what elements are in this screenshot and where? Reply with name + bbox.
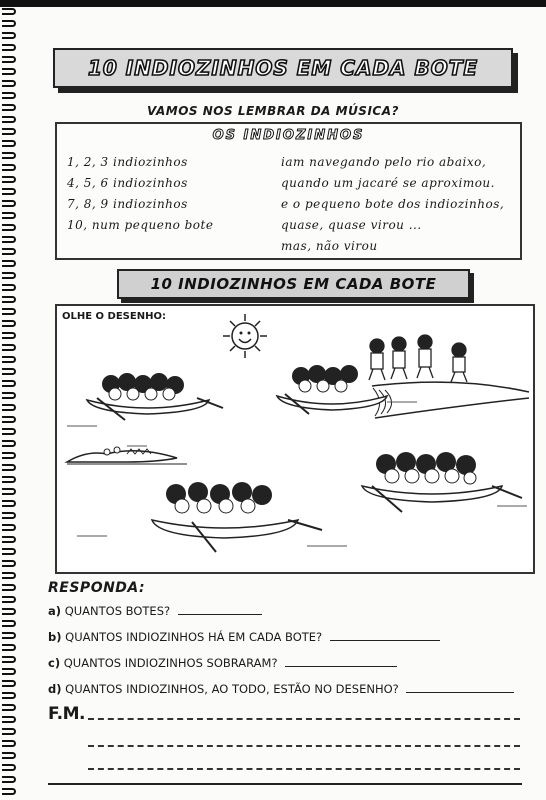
spiral-ring — [2, 32, 16, 39]
spiral-ring — [2, 512, 16, 519]
song-line: e o pequeno bote dos indiozinhos, — [281, 197, 505, 211]
spiral-ring — [2, 128, 16, 135]
spiral-ring — [2, 596, 16, 603]
title-banner — [53, 48, 513, 88]
spiral-ring — [2, 476, 16, 483]
spiral-ring — [2, 368, 16, 375]
spiral-ring — [2, 284, 16, 291]
song-line: quase, quase virou ... — [281, 218, 422, 232]
spiral-ring — [2, 416, 16, 423]
spiral-ring — [2, 584, 16, 591]
spiral-ring — [2, 164, 16, 171]
song-line: iam navegando pelo rio abaixo, — [281, 155, 487, 169]
spiral-ring — [2, 188, 16, 195]
song-line: 1, 2, 3 indiozinhos — [67, 155, 188, 169]
illustration — [57, 306, 533, 572]
spiral-ring — [2, 20, 16, 27]
spiral-ring — [2, 224, 16, 231]
spiral-ring — [2, 668, 16, 675]
question-letter: b) — [48, 630, 62, 644]
song-line: 4, 5, 6 indiozinhos — [67, 176, 188, 190]
spiral-ring — [2, 356, 16, 363]
sun-icon — [223, 314, 267, 358]
spiral-ring — [2, 8, 16, 15]
spiral-ring — [2, 440, 16, 447]
answer-line-c[interactable] — [285, 656, 397, 667]
song-line: quando um jacaré se aproximou. — [281, 176, 495, 190]
boat-icon — [87, 373, 223, 420]
question-a — [48, 604, 262, 618]
responda-heading: RESPONDA: — [48, 580, 146, 596]
spiral-ring — [2, 44, 16, 51]
spiral-ring — [2, 788, 16, 795]
spiral-ring — [2, 704, 16, 711]
spiral-ring — [2, 260, 16, 267]
boat-icon — [152, 482, 322, 552]
question-text: QUANTOS INDIOZINHOS, AO TODO, ESTÃO NO DESENHO? — [65, 682, 399, 696]
spiral-ring — [2, 56, 16, 63]
spiral-ring — [2, 764, 16, 771]
spiral-ring — [2, 272, 16, 279]
spiral-ring — [2, 452, 16, 459]
section-banner-title: 10 INDIOZINHOS EM CADA BOTE — [150, 275, 437, 293]
spiral-ring — [2, 236, 16, 243]
fm-line-2[interactable] — [88, 745, 520, 747]
spiral-ring — [2, 524, 16, 531]
spiral-ring — [2, 212, 16, 219]
spiral-ring — [2, 296, 16, 303]
spiral-ring — [2, 308, 16, 315]
fm-label: F.M. — [48, 704, 85, 724]
spiral-ring — [2, 680, 16, 687]
song-prompt: VAMOS NOS LEMBRAR DA MÚSICA? — [147, 104, 399, 118]
spiral-ring — [2, 200, 16, 207]
spiral-ring — [2, 740, 16, 747]
question-text: QUANTOS INDIOZINHOS SOBRARAM? — [63, 656, 278, 670]
spiral-ring — [2, 332, 16, 339]
song-line: 10, num pequeno bote — [67, 218, 214, 232]
spiral-ring — [2, 176, 16, 183]
spiral-ring — [2, 752, 16, 759]
song-line: 7, 8, 9 indiozinhos — [67, 197, 188, 211]
spiral-ring — [2, 92, 16, 99]
answer-line-a[interactable] — [178, 604, 262, 615]
section-banner — [117, 269, 470, 299]
question-letter: a) — [48, 604, 62, 618]
spiral-ring — [2, 536, 16, 543]
spiral-ring — [2, 608, 16, 615]
song-line: mas, não virou — [281, 239, 378, 253]
boat-icon — [277, 365, 387, 414]
spiral-ring — [2, 776, 16, 783]
spiral-ring — [2, 728, 16, 735]
boat-icon — [362, 452, 522, 512]
spiral-ring — [2, 392, 16, 399]
song-title: OS INDIOZINHOS — [212, 128, 365, 143]
spiral-ring — [2, 632, 16, 639]
spiral-ring — [2, 344, 16, 351]
question-b — [48, 630, 440, 644]
fm-line-3[interactable] — [88, 768, 520, 770]
question-text: QUANTOS BOTES? — [64, 604, 171, 618]
spiral-ring — [2, 152, 16, 159]
song-lyrics-box — [55, 122, 522, 260]
page-top-edge — [0, 0, 546, 7]
question-letter: d) — [48, 682, 62, 696]
spiral-ring — [2, 548, 16, 555]
song-left-column — [67, 152, 213, 236]
spiral-binding — [0, 8, 22, 800]
song-right-column — [281, 152, 504, 257]
question-letter: c) — [48, 656, 61, 670]
spiral-ring — [2, 692, 16, 699]
children-icon — [369, 335, 467, 382]
drawing-label: OLHE O DESENHO: — [62, 311, 166, 322]
question-text: QUANTOS INDIOZINHOS HÁ EM CADA BOTE? — [65, 630, 323, 644]
spiral-ring — [2, 68, 16, 75]
spiral-ring — [2, 404, 16, 411]
page-bottom-rule — [48, 783, 522, 785]
spiral-ring — [2, 572, 16, 579]
answer-line-d[interactable] — [406, 682, 514, 693]
spiral-ring — [2, 644, 16, 651]
crocodile-icon — [67, 447, 187, 464]
spiral-ring — [2, 656, 16, 663]
spiral-ring — [2, 80, 16, 87]
spiral-ring — [2, 716, 16, 723]
drawing-box — [55, 304, 535, 574]
spiral-ring — [2, 620, 16, 627]
question-c — [48, 656, 397, 670]
spiral-ring — [2, 560, 16, 567]
spiral-ring — [2, 500, 16, 507]
spiral-ring — [2, 140, 16, 147]
spiral-ring — [2, 248, 16, 255]
spiral-ring — [2, 488, 16, 495]
spiral-ring — [2, 464, 16, 471]
spiral-ring — [2, 380, 16, 387]
answer-line-b[interactable] — [330, 630, 440, 641]
spiral-ring — [2, 428, 16, 435]
page-title: 10 INDIOZINHOS EM CADA BOTE — [87, 56, 479, 80]
question-d — [48, 682, 514, 696]
fm-line-1[interactable] — [88, 718, 520, 720]
spiral-ring — [2, 320, 16, 327]
